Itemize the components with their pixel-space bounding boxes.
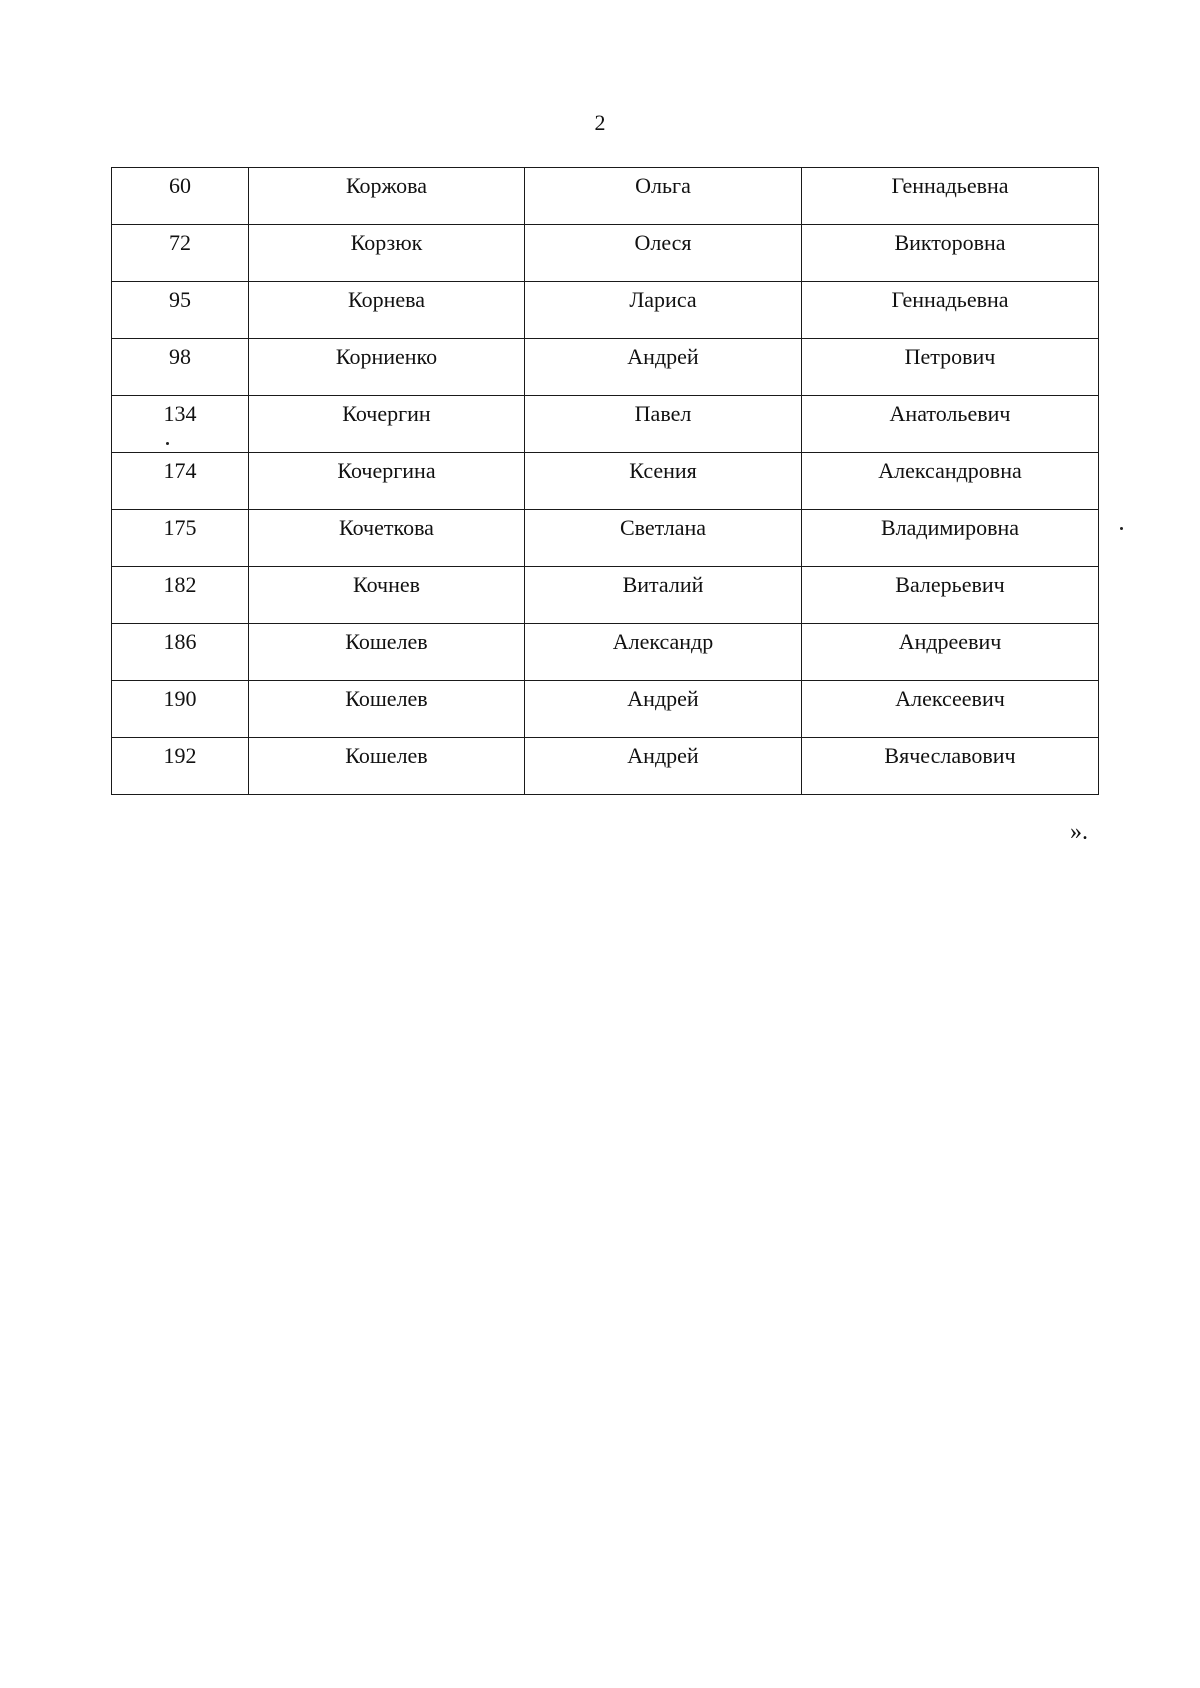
table-row: [112, 567, 1099, 624]
cell-surname: Коржова: [249, 168, 525, 225]
cell-number: 174: [112, 453, 249, 510]
cell-patronymic: Алексеевич: [802, 681, 1099, 738]
table-row: [112, 339, 1099, 396]
cell-patronymic: Владимировна: [802, 510, 1099, 567]
cell-surname: Кочнев: [249, 567, 525, 624]
cell-number: 192: [112, 738, 249, 795]
cell-surname: Кошелев: [249, 624, 525, 681]
cell-patronymic: Геннадьевна: [802, 168, 1099, 225]
table-row: [112, 396, 1099, 453]
scan-speck: [166, 442, 169, 445]
cell-surname: Корнева: [249, 282, 525, 339]
table-row: [112, 453, 1099, 510]
cell-name: Андрей: [525, 738, 802, 795]
cell-surname: Кошелев: [249, 738, 525, 795]
cell-name: Олеся: [525, 225, 802, 282]
table-row: [112, 624, 1099, 681]
cell-patronymic: Александровна: [802, 453, 1099, 510]
roster-table: [111, 167, 1099, 795]
cell-patronymic: Викторовна: [802, 225, 1099, 282]
cell-name: Андрей: [525, 339, 802, 396]
closing-quote-mark: ».: [1070, 819, 1088, 845]
cell-surname: Корзюк: [249, 225, 525, 282]
cell-surname: Кошелев: [249, 681, 525, 738]
cell-number: 186: [112, 624, 249, 681]
cell-number: 182: [112, 567, 249, 624]
cell-patronymic: Петрович: [802, 339, 1099, 396]
table-row: [112, 510, 1099, 567]
cell-surname: Кочергина: [249, 453, 525, 510]
cell-patronymic: Валерьевич: [802, 567, 1099, 624]
table-row: [112, 225, 1099, 282]
roster-body: [112, 168, 1099, 795]
cell-surname: Кочергин: [249, 396, 525, 453]
cell-name: Ксения: [525, 453, 802, 510]
cell-number: 98: [112, 339, 249, 396]
cell-name: Ольга: [525, 168, 802, 225]
cell-number: 72: [112, 225, 249, 282]
table-row: [112, 168, 1099, 225]
cell-patronymic: Анатольевич: [802, 396, 1099, 453]
cell-number: 175: [112, 510, 249, 567]
cell-number: 60: [112, 168, 249, 225]
cell-number: 190: [112, 681, 249, 738]
cell-number: 134: [112, 396, 249, 453]
cell-name: Павел: [525, 396, 802, 453]
cell-number: 95: [112, 282, 249, 339]
cell-surname: Кочеткова: [249, 510, 525, 567]
table-row: [112, 738, 1099, 795]
cell-surname: Корниенко: [249, 339, 525, 396]
table-row: [112, 681, 1099, 738]
cell-patronymic: Андреевич: [802, 624, 1099, 681]
cell-patronymic: Вячеславович: [802, 738, 1099, 795]
cell-name: Виталий: [525, 567, 802, 624]
cell-name: Лариса: [525, 282, 802, 339]
cell-patronymic: Геннадьевна: [802, 282, 1099, 339]
cell-name: Андрей: [525, 681, 802, 738]
table-row: [112, 282, 1099, 339]
cell-name: Светлана: [525, 510, 802, 567]
page-number: 2: [594, 110, 606, 135]
cell-name: Александр: [525, 624, 802, 681]
scan-speck: [1120, 527, 1123, 530]
